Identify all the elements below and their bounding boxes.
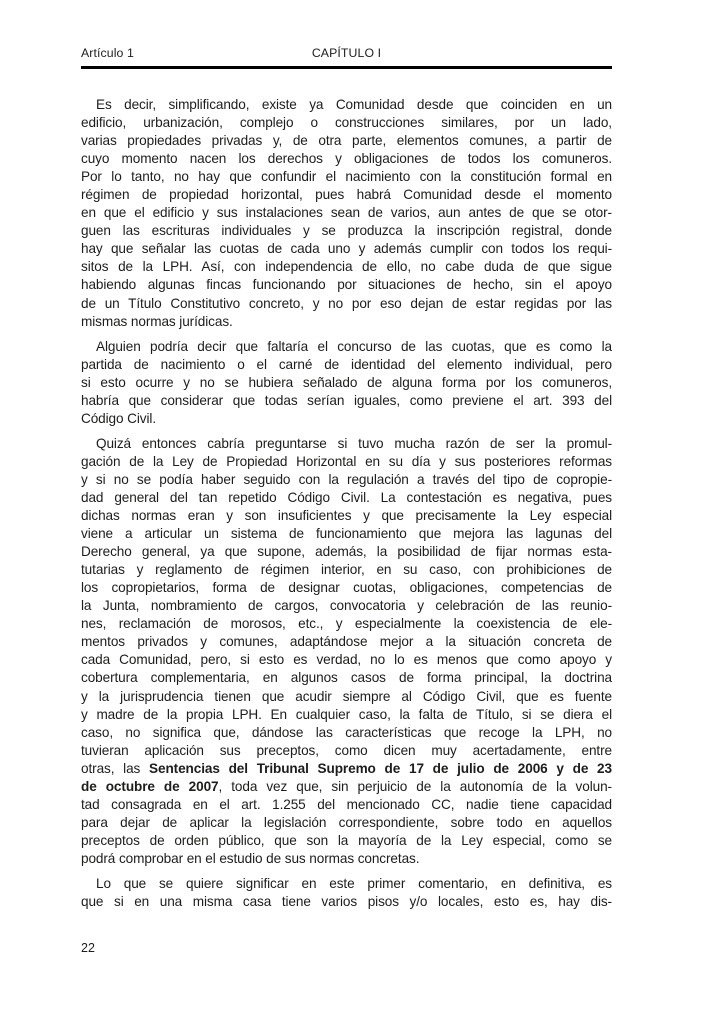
text-line [81,651,612,669]
text-line [81,543,612,561]
text-line [81,258,612,276]
text-line [81,295,612,313]
page-body [81,96,612,911]
text-line [81,814,612,832]
text-run: varias propiedades privadas y, de otra parte, elementos comunes, a partir de [81,133,612,149]
text-line [81,489,612,507]
text-line [81,706,612,724]
text-run: los copropietarios, forma de designar cuotas, obligaciones, competencias de [81,580,612,596]
page-header [81,46,612,62]
text-line [81,222,612,240]
text-run: dichas normas eran y son insuficientes y que precisamente la Ley especial [81,508,612,524]
text-run: dad general del tan repetido Código Civil. La contestación es negativa, pues [81,489,612,505]
text-run: Es decir, simplificando, existe ya Comunidad desde que coinciden en un [96,97,612,112]
text-run: caso, no significa que, dándose las características que recoge la LPH, no [81,724,612,740]
text-run: otras, las [81,760,150,776]
text-run: Alguien podría decir que faltaría el concurso de las cuotas, que es como la [96,338,612,354]
text-line [81,597,612,615]
paragraph [81,96,612,331]
text-line [81,276,612,294]
text-line [81,453,612,471]
page-number: 22 [81,941,95,955]
text-line [81,507,612,525]
text-line [81,893,612,911]
bold-citation: de octubre de 2007 [81,778,219,794]
paragraph [81,875,612,911]
text-line [81,374,612,392]
text-run: podrá comprobar en el estudio de sus normas concretas. [81,850,420,866]
text-line [81,392,612,410]
text-line [81,313,612,331]
text-line [81,850,612,868]
text-line [81,760,612,778]
text-line [81,410,612,428]
text-run: tutarias y reglamento de régimen interior, en su caso, con prohibiciones de [81,562,612,578]
header-rule-divider [81,66,612,69]
text-run: y si no se podía haber seguido con la regulación a través del tipo de copropie- [81,471,612,487]
paragraph [81,338,612,428]
text-line [81,132,612,150]
text-line [81,150,612,168]
text-run: Derecho general, ya que supone, además, la posibilidad de fijar normas esta- [81,544,612,560]
paragraph [81,435,612,868]
text-line [81,832,612,850]
text-run: edificio, urbanización, complejo o construcciones similares, por un lado, [81,115,612,131]
text-run: Por lo tanto, no hay que confundir el nacimiento con la constitución formal en [81,169,612,185]
text-line [81,204,612,222]
text-run: Código Civil. [81,410,157,426]
text-line [81,615,612,633]
text-run: que si en una misma casa tiene varios pisos y/o locales, esto es, hay dis- [81,894,612,910]
text-line [81,579,612,597]
text-run: si esto ocurre y no se hubiera señalado de alguna forma por los comuneros, [81,374,612,390]
text-run: de un Título Constitutivo concreto, y no por eso dejan de estar regidas por las [81,295,612,311]
text-run: tad consagrada en el art. 1.255 del mencionado CC, nadie tiene capacidad [81,796,612,812]
text-run: habiendo algunas fincas funcionando por situaciones de hecho, sin el apoyo [81,277,612,293]
text-line [81,96,612,114]
text-run: viene a articular un sistema de funcionamiento que mejora las lagunas del [81,526,612,542]
text-line [81,338,612,356]
text-run: partida de nacimiento o el carné de identidad del elemento individual, pero [81,356,612,372]
text-run: y madre de la propia LPH. En cualquier caso, la falta de Título, si se diera el [81,706,612,722]
text-line [81,186,612,204]
text-run: régimen de propiedad horizontal, pues habrá Comunidad desde el momento [81,187,612,203]
text-run: preceptos de orden público, que son la mayoría de la Ley especial, como se [81,832,612,848]
text-run: la Junta, nombramiento de cargos, convocatoria y celebración de las reunio- [81,598,612,614]
text-run: guen las escrituras individuales y se produzca la inscripción registral, donde [81,223,612,239]
text-line [81,435,612,453]
text-run: nes, reclamación de morosos, etc., y especialmente la coexistencia de ele- [81,616,612,632]
text-run: para dejar de aplicar la legislación correspondiente, sobre todo en aquellos [81,814,612,830]
text-line [81,669,612,687]
text-line [81,778,612,796]
text-run: cada Comunidad, pero, si esto es verdad, no lo es menos que como apoyo y [81,652,612,668]
running-header-left: Artículo 1 [81,46,134,60]
text-run: , toda vez que, sin perjuicio de la autonomía de la volun- [218,778,612,794]
text-run: Lo que se quiere significar en este primer comentario, en definitiva, es [96,875,612,891]
text-run: cobertura complementaria, en algunos casos de forma principal, la doctrina [81,670,612,686]
page-footer [81,941,95,955]
text-line [81,688,612,706]
text-run: gación de la Ley de Propiedad Horizontal en su día y sus posteriores reformas [81,453,612,469]
text-line [81,356,612,374]
text-line [81,742,612,760]
text-line [81,875,612,893]
text-line [81,168,612,186]
text-run: cuyo momento nacen los derechos y obligaciones de todos los comuneros. [81,151,612,167]
text-line [81,796,612,814]
text-line [81,561,612,579]
text-run: habría que considerar que todas serían iguales, como previene el art. 393 del [81,392,612,408]
text-line [81,114,612,132]
text-line [81,240,612,258]
text-run: sitos de la LPH. Así, con independencia de ello, no cabe duda de que sigue [81,259,612,275]
text-line [81,471,612,489]
text-run: Quizá entonces cabría preguntarse si tuvo mucha razón de ser la promul- [96,435,612,451]
text-run: hay que señalar las cuotas de cada uno y además cumplir con todos los requi- [81,241,612,257]
text-run: mismas normas jurídicas. [81,313,233,329]
text-line [81,525,612,543]
text-run: mentos privados y comunes, adaptándose mejor a la situación concreta de [81,634,612,650]
running-header-center: CAPÍTULO I [311,46,382,60]
text-line [81,724,612,742]
bold-citation: Sentencias del Tribunal Supremo de 17 de julio de 2006 y de 23 [149,760,612,776]
text-run: tuvieran aplicación sus preceptos, como dicen muy acertadamente, entre [81,742,612,758]
text-line [81,633,612,651]
text-run: en que el edificio y sus instalaciones sean de varios, aun antes de que se otor- [81,205,612,221]
text-run: y la jurisprudencia tienen que acudir siempre al Código Civil, que es fuente [81,688,612,704]
